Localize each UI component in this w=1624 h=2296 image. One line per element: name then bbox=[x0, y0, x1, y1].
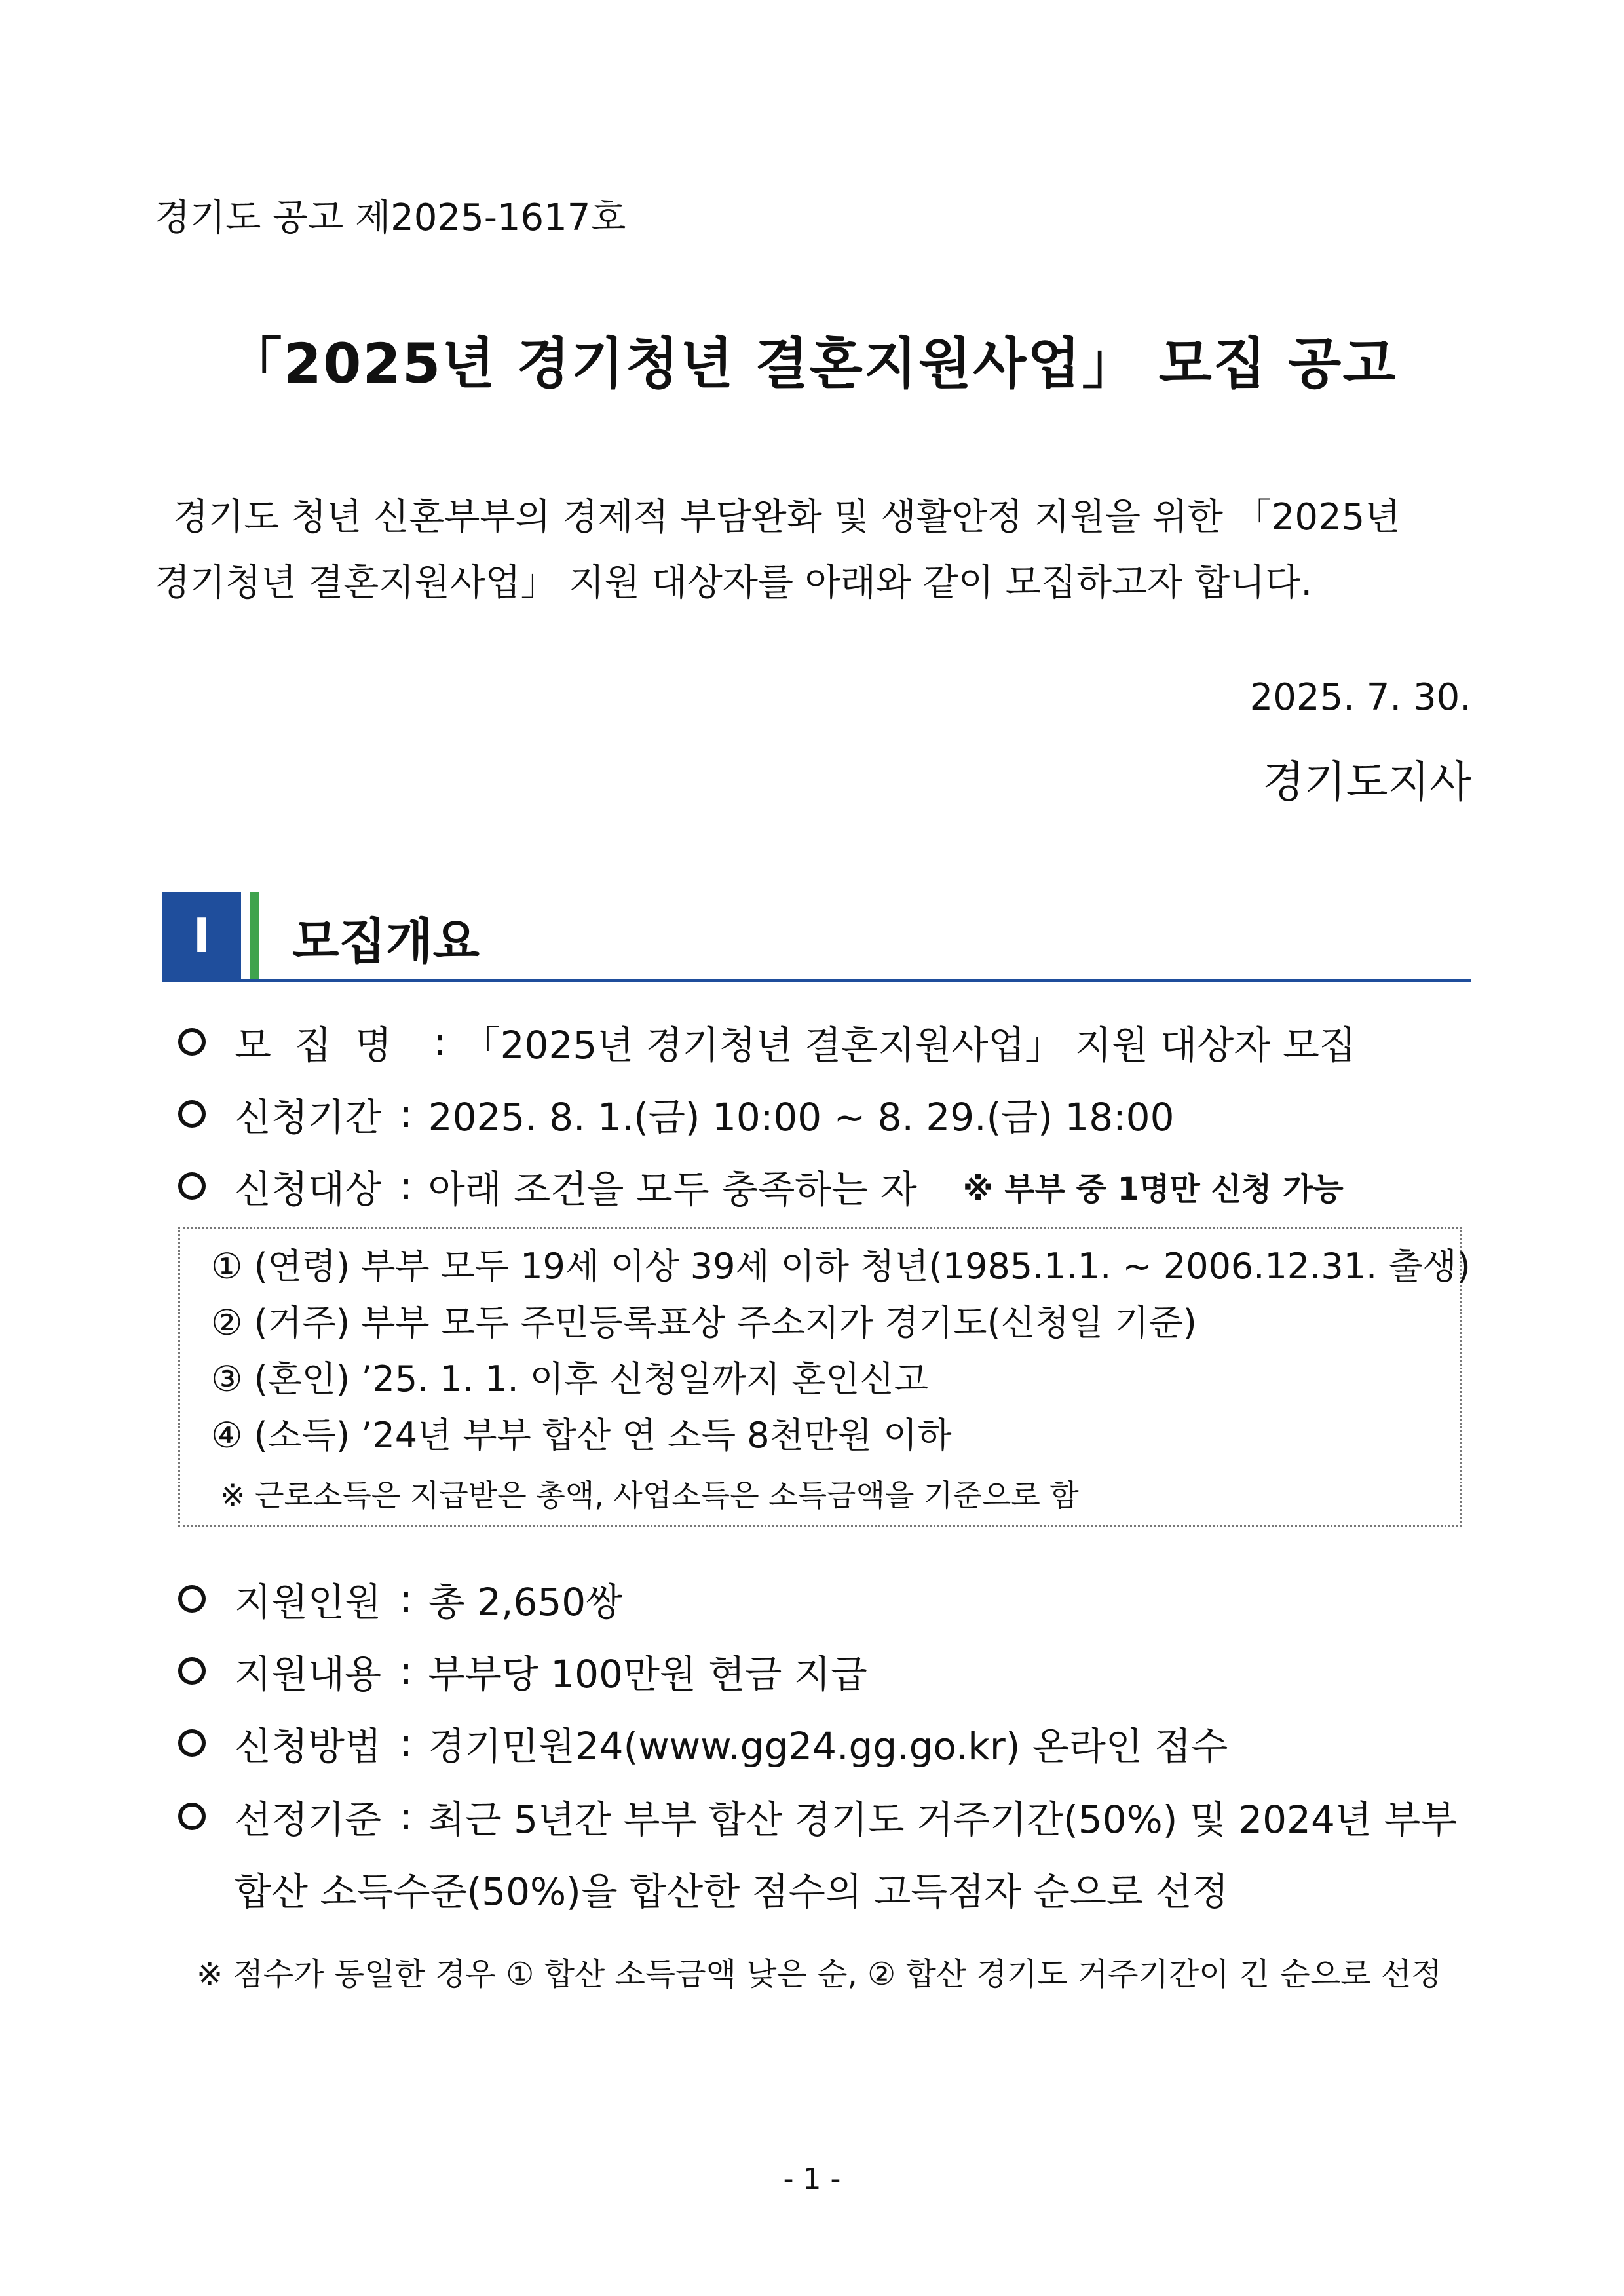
eligibility-note: ※ 부부 중 1명만 신청 가능 bbox=[962, 1170, 1344, 1208]
item-colon: : bbox=[400, 1577, 413, 1621]
item-recruitment-name bbox=[178, 1014, 1356, 1069]
intro-line-1: 경기도 청년 신혼부부의 경제적 부담완화 및 생활안정 지원을 위한 「2025년 bbox=[173, 496, 1401, 539]
item-colon: : bbox=[400, 1794, 413, 1839]
condition-age: ① (연령) 부부 모두 19세 이상 39세 이하 청년(1985.1.1. ~ 2006.12.31. 출생) bbox=[211, 1246, 1471, 1287]
bullet-circle-icon bbox=[178, 1803, 206, 1830]
item-label: 신청기간 bbox=[235, 1095, 382, 1139]
conditions-note: ※ 근로소득은 지급받은 총액, 사업소득은 소득금액을 기준으로 함 bbox=[220, 1478, 1079, 1513]
bullet-circle-icon bbox=[178, 1172, 206, 1200]
item-value: 총 2,650쌍 bbox=[428, 1580, 623, 1624]
item-label: 선정기준 bbox=[235, 1797, 382, 1842]
item-colon: : bbox=[400, 1092, 413, 1136]
bullet-circle-icon bbox=[178, 1585, 206, 1613]
issuer-name: 경기도지사 bbox=[1262, 757, 1471, 807]
notice-number: 경기도 공고 제2025-1617호 bbox=[155, 197, 626, 239]
bullet-circle-icon bbox=[178, 1100, 206, 1128]
intro-line-2: 경기청년 결혼지원사업」 지원 대상자를 아래와 같이 모집하고자 합니다. bbox=[155, 562, 1313, 604]
item-label: 모집명 bbox=[235, 1023, 416, 1067]
condition-marriage: ③ (혼인) ’25. 1. 1. 이후 신청일까지 혼인신고 bbox=[211, 1358, 928, 1400]
item-colon: : bbox=[400, 1721, 413, 1765]
item-value: 부부당 100만원 현금 지급 bbox=[428, 1652, 867, 1696]
item-colon: : bbox=[434, 1020, 447, 1064]
page-number: - 1 - bbox=[783, 2162, 841, 2196]
item-value: 「2025년 경기청년 결혼지원사업」 지원 대상자 모집 bbox=[462, 1023, 1356, 1067]
section-accent-bar bbox=[250, 892, 259, 979]
bullet-circle-icon bbox=[178, 1729, 206, 1757]
condition-residence: ② (거주) 부부 모두 주민등록표상 주소지가 경기도(신청일 기준) bbox=[211, 1302, 1197, 1343]
item-application-method bbox=[178, 1715, 1228, 1770]
bullet-circle-icon bbox=[178, 1028, 206, 1056]
item-support-count bbox=[178, 1571, 622, 1626]
notice-date: 2025. 7. 30. bbox=[1249, 676, 1471, 719]
item-support-content bbox=[178, 1643, 867, 1698]
item-label: 신청대상 bbox=[235, 1167, 382, 1212]
tie-break-note: ※ 점수가 동일한 경우 ① 합산 소득금액 낮은 순, ② 합산 경기도 거주기간이 긴 순으로 선정 bbox=[197, 1956, 1442, 1993]
document-title: 「2025년 경기청년 결혼지원사업」 모집 공고 bbox=[227, 332, 1397, 396]
item-eligibility bbox=[178, 1158, 1344, 1214]
section-divider bbox=[162, 979, 1471, 982]
item-value: 경기민원24(www.gg24.gg.go.kr) 온라인 접수 bbox=[428, 1724, 1228, 1769]
selection-criteria-continuation: 합산 소득수준(50%)을 합산한 점수의 고득점자 순으로 선정 bbox=[235, 1869, 1229, 1914]
condition-income: ④ (소득) ’24년 부부 합산 연 소득 8천만원 이하 bbox=[211, 1415, 952, 1456]
intro-paragraph bbox=[155, 485, 1471, 616]
item-application-period bbox=[178, 1086, 1174, 1141]
item-value: 아래 조건을 모두 충족하는 자 bbox=[428, 1167, 917, 1212]
item-label: 지원인원 bbox=[235, 1580, 382, 1624]
section-number-badge: I bbox=[162, 892, 241, 979]
item-value: 2025. 8. 1.(금) 10:00 ~ 8. 29.(금) 18:00 bbox=[428, 1095, 1175, 1139]
item-label: 지원내용 bbox=[235, 1652, 382, 1696]
item-selection-criteria bbox=[178, 1789, 1457, 1844]
section-title: 모집개요 bbox=[292, 913, 480, 970]
item-label: 신청방법 bbox=[235, 1724, 382, 1769]
bullet-circle-icon bbox=[178, 1657, 206, 1685]
item-value: 최근 5년간 부부 합산 경기도 거주기간(50%) 및 2024년 부부 bbox=[428, 1797, 1458, 1842]
item-colon: : bbox=[400, 1164, 413, 1208]
item-colon: : bbox=[400, 1649, 413, 1693]
